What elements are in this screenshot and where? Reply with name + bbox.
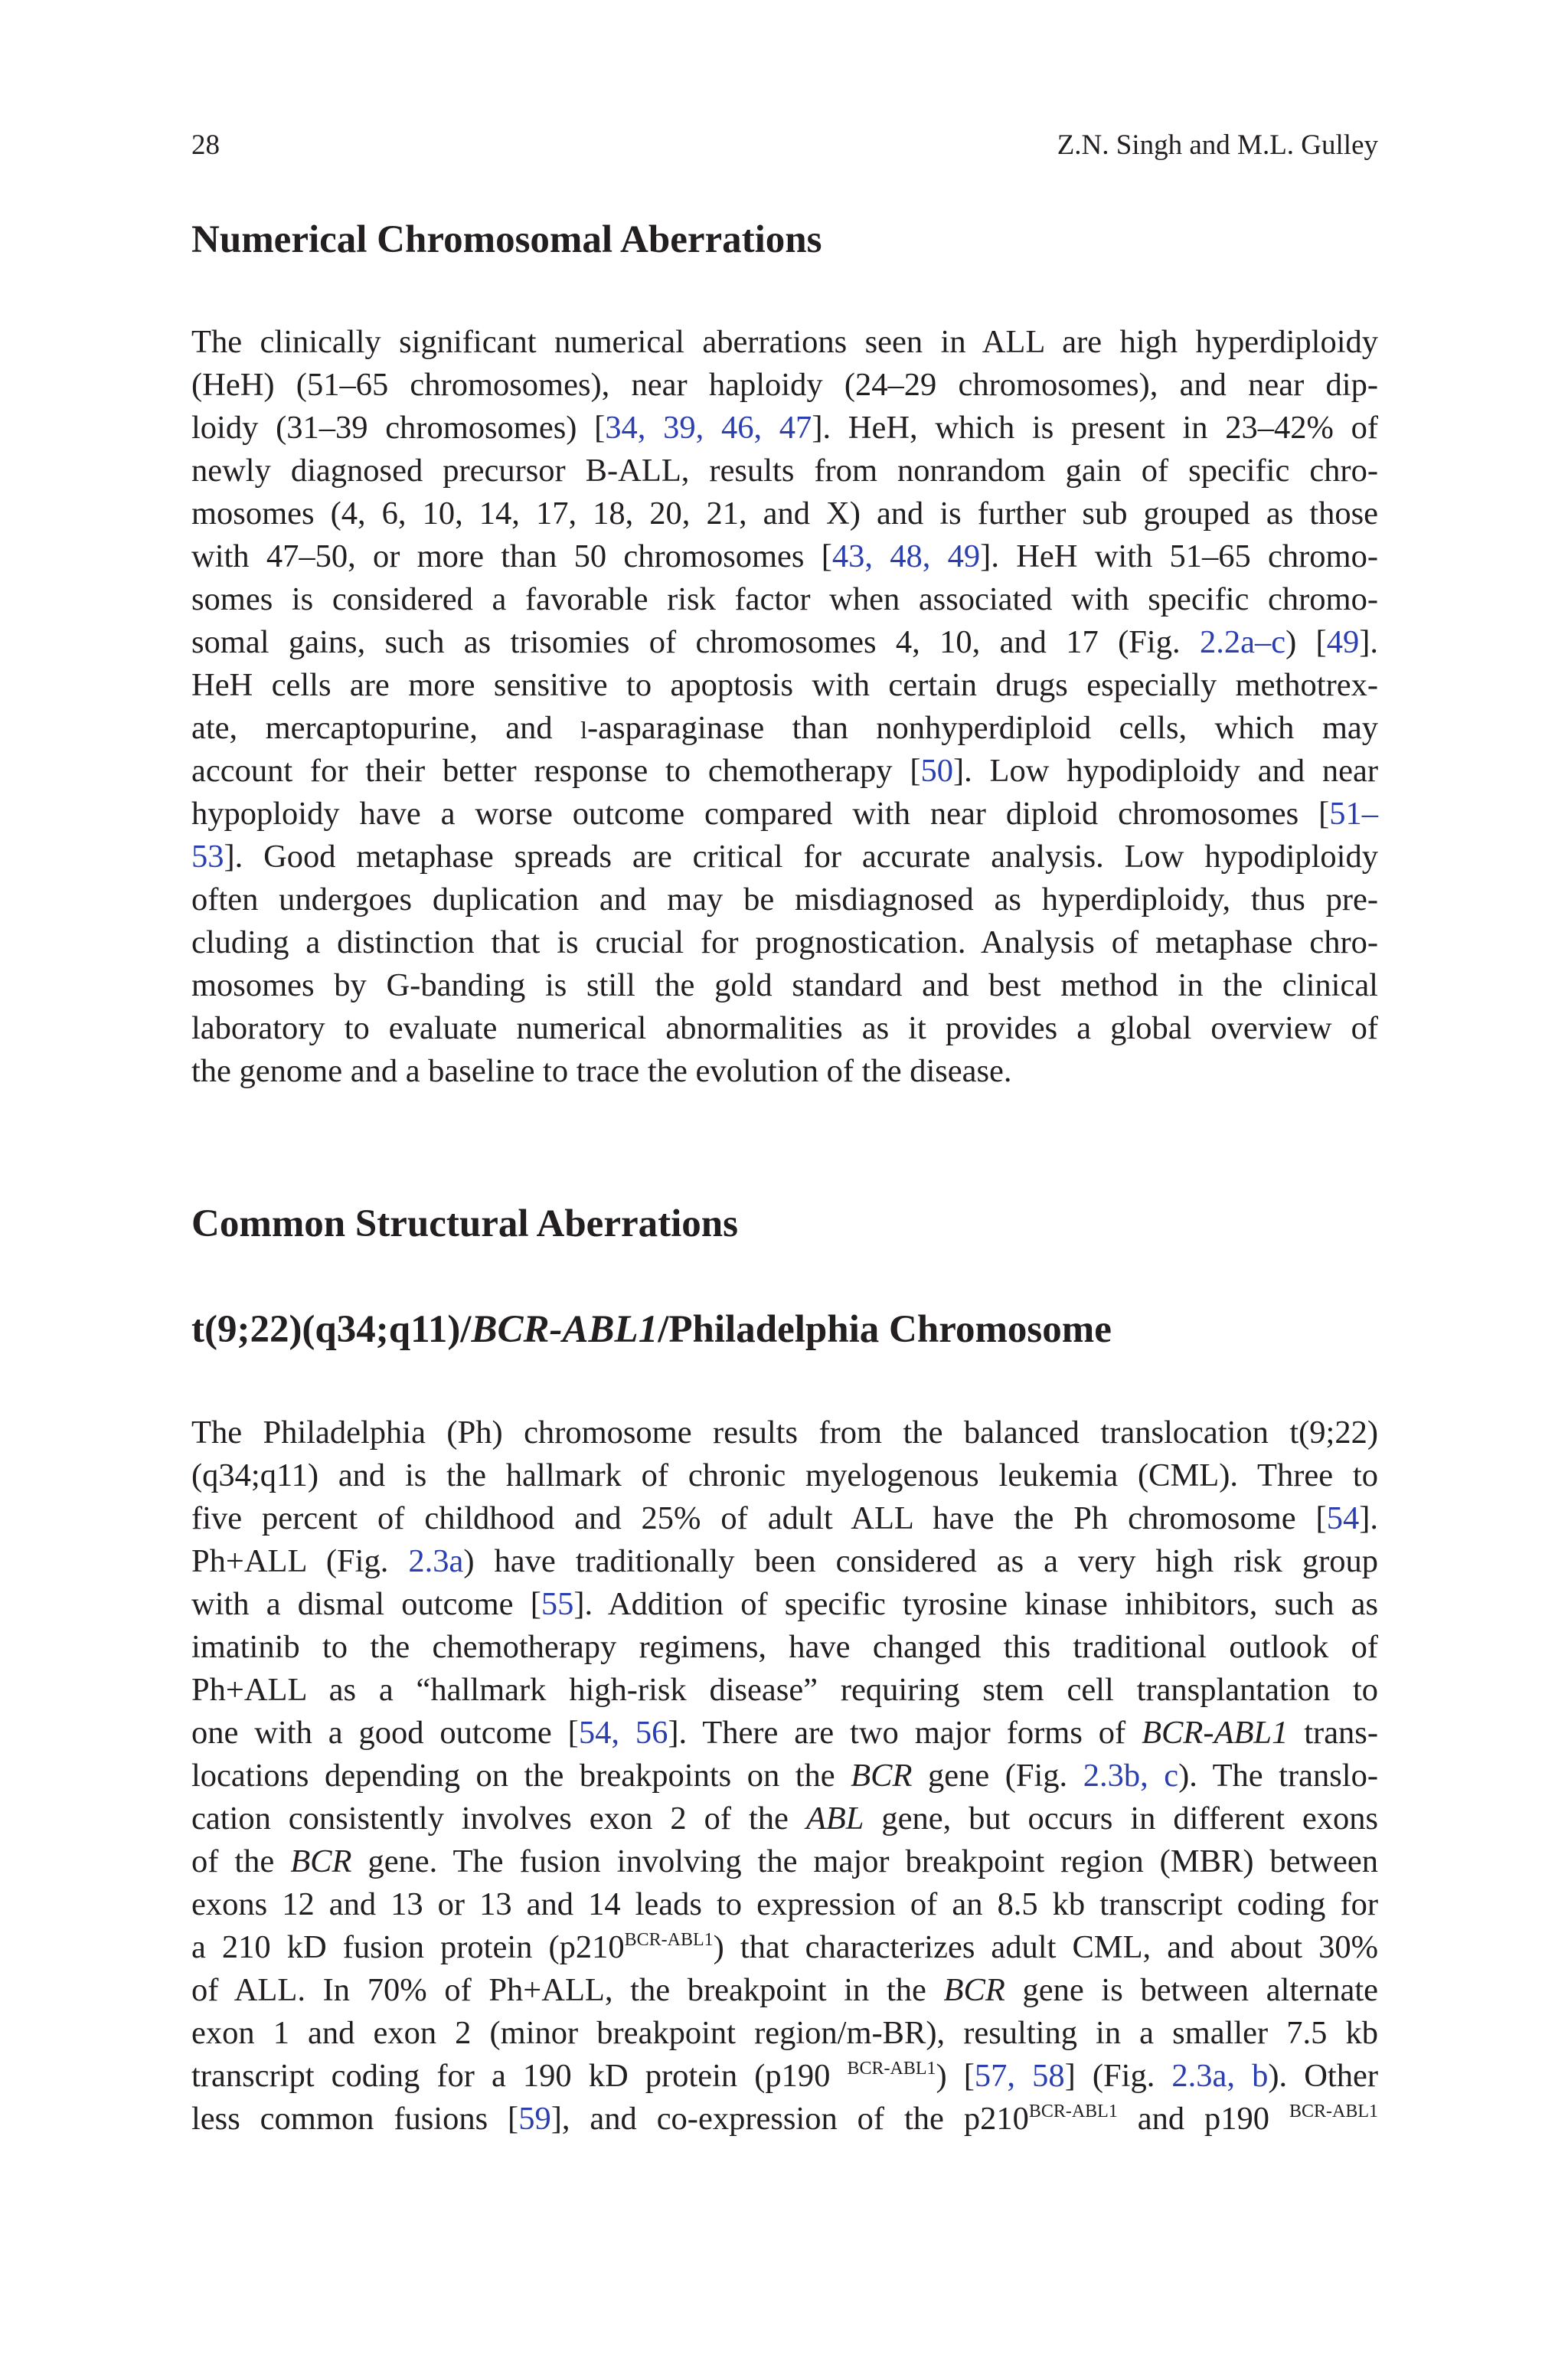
text-line: exons 12 and 13 or 13 and 14 leads to expression of an 8.5 kb transcript coding for bbox=[191, 1886, 1378, 1922]
reference-link[interactable]: 49 bbox=[1326, 624, 1360, 660]
reference-link[interactable]: 59 bbox=[518, 2101, 551, 2137]
text-line: laboratory to evaluate numerical abnormalities as it provides a global overview of bbox=[191, 1010, 1378, 1046]
text-line: locations depending on the breakpoints on the BCR gene (Fig. 2.3b, c). The translo- bbox=[191, 1758, 1378, 1794]
text-line: HeH cells are more sensitive to apoptosis with certain drugs especially methotrex- bbox=[191, 667, 1378, 703]
text-line: ate, mercaptopurine, and l-asparaginase than nonhyperdiploid cells, which may bbox=[191, 710, 1378, 746]
reference-link[interactable]: 57, 58 bbox=[974, 2058, 1065, 2094]
text-line: often undergoes duplication and may be misdiagnosed as hyperdiploidy, thus pre- bbox=[191, 882, 1378, 918]
figure-link[interactable]: 2.3a, b bbox=[1171, 2058, 1269, 2094]
text-line: less common fusions [59], and co-expression of the $p210^{BCR-ABL1}$ and p190 $^{BCR-ABL1}$ bbox=[191, 2101, 1378, 2137]
text-line: (HeH) (51–65 chromosomes), near haploidy (24–29 chromosomes), and near dip- bbox=[191, 367, 1378, 403]
text-line: the genome and a baseline to trace the evolution of the disease. bbox=[191, 1053, 1012, 1089]
text-line: with a dismal outcome [55]. Addition of specific tyrosine kinase inhibitors, such as bbox=[191, 1586, 1378, 1622]
figure-link[interactable]: 2.3a bbox=[408, 1543, 464, 1579]
figure-link[interactable]: 2.3b, c bbox=[1083, 1758, 1179, 1794]
text-line: cluding a distinction that is crucial for prognostication. Analysis of metaphase chro- bbox=[191, 924, 1378, 960]
subsection-heading-philadelphia: t(9;22)(q34;q11)/BCR-ABL1/Philadelphia Chromosome bbox=[191, 1308, 1112, 1351]
figure-link[interactable]: 2.2a–c bbox=[1199, 624, 1286, 660]
page-header bbox=[191, 127, 1378, 164]
text-line: imatinib to the chemotherapy regimens, have changed this traditional outlook of bbox=[191, 1629, 1378, 1665]
section-heading-numerical: Numerical Chromosomal Aberrations bbox=[191, 218, 822, 261]
text-line: of ALL. In 70% of Ph+ALL, the breakpoint in the BCR gene is between alternate bbox=[191, 1972, 1378, 2008]
text-line: newly diagnosed precursor B-ALL, results from nonrandom gain of specific chro- bbox=[191, 453, 1378, 489]
text-line: a 210 kD fusion protein $(p210^{BCR-ABL1})$ that characterizes adult CML, and about 30% bbox=[191, 1929, 1379, 1965]
text-line: The clinically significant numerical aberrations seen in ALL are high hyperdiploidy bbox=[191, 324, 1378, 360]
reference-link[interactable]: 55 bbox=[541, 1586, 574, 1622]
section-heading-structural: Common Structural Aberrations bbox=[191, 1202, 738, 1245]
text-line: somes is considered a favorable risk factor when associated with specific chromo- bbox=[191, 581, 1378, 617]
text-line: of the BCR gene. The fusion involving the major breakpoint region (MBR) between bbox=[191, 1843, 1378, 1879]
text-line: (q34;q11) and is the hallmark of chronic myelogenous leukemia (CML). Three to bbox=[191, 1457, 1378, 1493]
text-line: hypoploidy have a worse outcome compared with near diploid chromosomes [51– bbox=[191, 796, 1378, 832]
reference-link[interactable]: 50 bbox=[920, 753, 953, 789]
reference-link[interactable]: 53 bbox=[191, 839, 224, 875]
text-line: mosomes (4, 6, 10, 14, 17, 18, 20, 21, and X) and is further sub grouped as those bbox=[191, 496, 1378, 532]
text-line: transcript coding for a 190 kD protein (p190 $^{BCR-ABL1}$) [57, 58] (Fig. 2.3a, b). Other bbox=[191, 2058, 1378, 2094]
text-line: The Philadelphia (Ph) chromosome results from the balanced translocation t(9;22) bbox=[191, 1415, 1378, 1451]
text-line: one with a good outcome [54, 56]. There are two major forms of BCR-ABL1 trans- bbox=[191, 1715, 1378, 1751]
reference-link[interactable]: 54, 56 bbox=[578, 1715, 668, 1751]
text-line: Ph+ALL as a “hallmark high-risk disease” requiring stem cell transplantation to bbox=[191, 1672, 1378, 1708]
text-line: somal gains, such as trisomies of chromosomes 4, 10, and 17 (Fig. 2.2a–c) [49]. bbox=[191, 624, 1378, 660]
running-head: Z.N. Singh and M.L. Gulley bbox=[1057, 129, 1378, 161]
text-line: 53]. Good metaphase spreads are critical for accurate analysis. Low hypodiploidy bbox=[191, 839, 1378, 875]
text-line: account for their better response to chemotherapy [50]. Low hypodiploidy and near bbox=[191, 753, 1378, 789]
reference-link[interactable]: 43, 48, 49 bbox=[831, 538, 981, 574]
text-line: cation consistently involves exon 2 of the ABL gene, but occurs in different exons bbox=[191, 1801, 1378, 1837]
reference-link[interactable]: 51– bbox=[1329, 796, 1378, 832]
text-line: exon 1 and exon 2 (minor breakpoint region/m-BR), resulting in a smaller 7.5 kb bbox=[191, 2015, 1378, 2051]
paragraph-numerical-aberrations bbox=[191, 321, 1378, 1093]
page-number: 28 bbox=[191, 129, 220, 161]
text-line: mosomes by G-banding is still the gold standard and best method in the clinical bbox=[191, 967, 1378, 1003]
reference-link[interactable]: 54 bbox=[1326, 1500, 1360, 1536]
text-line: with 47–50, or more than 50 chromosomes [43, 48, 49]. HeH with 51–65 chromo- bbox=[191, 538, 1379, 574]
text-line: five percent of childhood and 25% of adult ALL have the Ph chromosome [54]. bbox=[191, 1500, 1378, 1536]
paragraph-philadelphia bbox=[191, 1411, 1378, 2141]
text-line: Ph+ALL (Fig. 2.3a) have traditionally been considered as a very high risk group bbox=[191, 1543, 1378, 1579]
text-line: loidy (31–39 chromosomes) [34, 39, 46, 47]. HeH, which is present in 23–42% of bbox=[191, 410, 1379, 446]
reference-link[interactable]: 34, 39, 46, 47 bbox=[605, 410, 812, 446]
